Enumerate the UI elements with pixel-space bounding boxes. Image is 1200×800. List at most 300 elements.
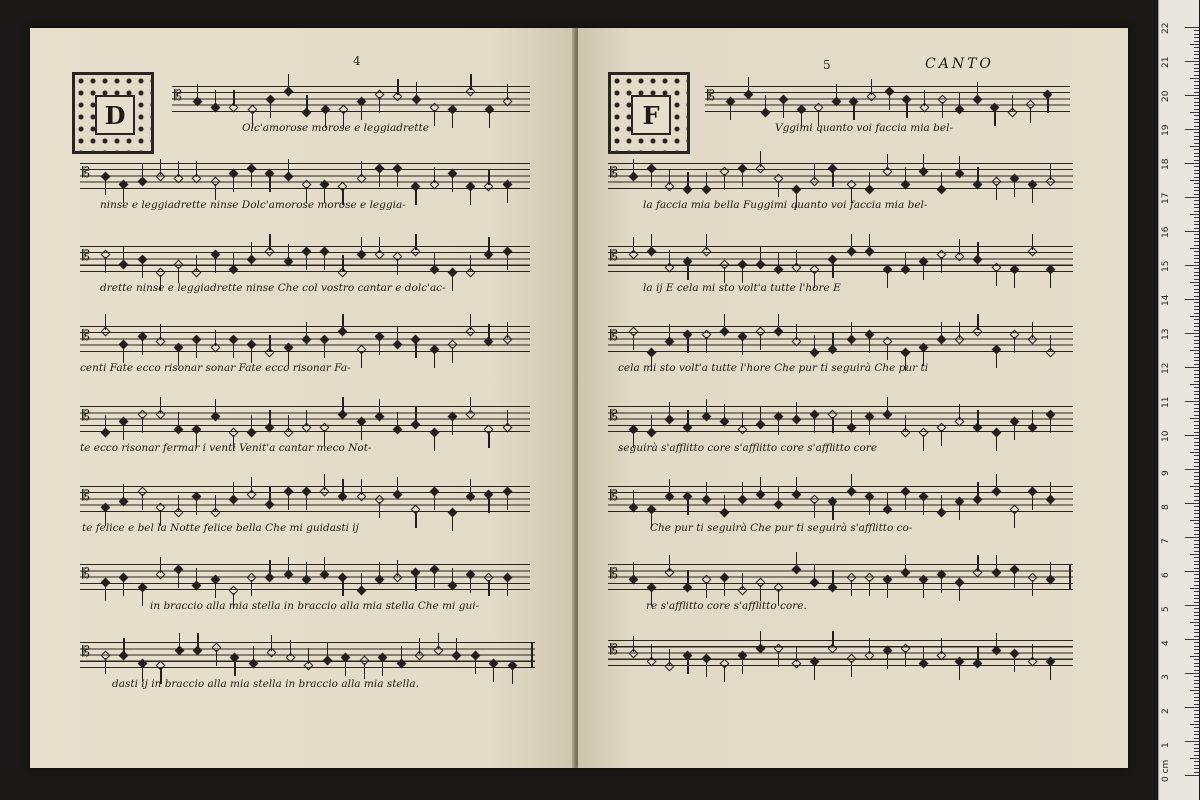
ruler-tick xyxy=(1194,47,1199,48)
ruler-tick xyxy=(1185,265,1199,266)
ruler-tick xyxy=(1194,330,1199,331)
note-stem xyxy=(178,267,179,283)
ruler-tick xyxy=(1194,632,1199,633)
ruler-tick xyxy=(1194,717,1199,718)
ruler-label: 0 cm xyxy=(1161,759,1171,782)
note-stem xyxy=(361,104,362,120)
note-stem xyxy=(1014,572,1015,588)
ruler-tick xyxy=(1194,459,1199,460)
ruler-tick xyxy=(1194,374,1199,375)
ruler-tick xyxy=(1194,483,1199,484)
note-stem xyxy=(724,267,725,283)
ruler-tick xyxy=(1194,568,1199,569)
ruler-tick xyxy=(1190,588,1199,589)
ruler-tick xyxy=(1194,313,1199,314)
ruler-tick xyxy=(1194,398,1199,399)
note-stem xyxy=(869,580,870,596)
note-stem xyxy=(869,234,870,250)
note-stem xyxy=(996,184,997,200)
ruler-tick xyxy=(1190,282,1199,283)
note-stem xyxy=(512,668,513,684)
note-stem xyxy=(814,335,815,351)
decorated-initial xyxy=(72,72,154,154)
ruler-tick xyxy=(1194,479,1199,480)
note-stem xyxy=(1032,187,1033,203)
ruler-tick xyxy=(1194,319,1199,320)
note-stem xyxy=(996,474,997,490)
ruler-tick xyxy=(1194,221,1199,222)
note-stem xyxy=(123,638,124,654)
note-stem xyxy=(633,562,634,578)
ruler-tick xyxy=(1194,404,1199,405)
ruler-label: 4 xyxy=(1161,640,1171,646)
ruler-tick xyxy=(1185,707,1199,708)
note-stem xyxy=(269,176,270,192)
ruler-tick xyxy=(1194,557,1199,558)
ruler-label: 11 xyxy=(1161,396,1171,408)
ruler-tick xyxy=(1194,527,1199,528)
ruler-tick xyxy=(1194,289,1199,290)
note-stem xyxy=(488,169,489,185)
ruler-tick xyxy=(1194,394,1199,395)
note-stem xyxy=(361,573,362,589)
ruler-tick xyxy=(1194,262,1199,263)
note-stem xyxy=(215,495,216,511)
note-stem xyxy=(215,582,216,598)
ruler-tick xyxy=(1185,367,1199,368)
note-stem xyxy=(996,555,997,571)
note-stem xyxy=(288,244,289,260)
ruler-tick xyxy=(1194,30,1199,31)
note-stem xyxy=(507,580,508,596)
ruler-label: 19 xyxy=(1161,124,1171,136)
ruler-tick xyxy=(1185,299,1199,300)
ruler-tick xyxy=(1194,425,1199,426)
ruler-tick xyxy=(1194,564,1199,565)
music-staff xyxy=(705,86,1070,112)
ruler-tick xyxy=(1194,177,1199,178)
note-stem xyxy=(415,342,416,358)
ruler-tick xyxy=(1194,391,1199,392)
ruler-tick xyxy=(1194,285,1199,286)
decorated-initial xyxy=(608,72,690,154)
note-stem xyxy=(105,585,106,601)
ruler-tick xyxy=(1194,81,1199,82)
note-stem xyxy=(778,419,779,435)
note-stem xyxy=(923,154,924,170)
ruler-tick xyxy=(1194,704,1199,705)
note-stem xyxy=(778,651,779,667)
ruler-tick xyxy=(1194,772,1199,773)
note-stem xyxy=(419,638,420,654)
note-stem xyxy=(836,84,837,100)
note-stem xyxy=(379,97,380,113)
note-stem xyxy=(438,633,439,649)
music-staff xyxy=(80,642,535,668)
note-stem xyxy=(290,640,291,656)
note-stem xyxy=(796,402,797,418)
note-stem xyxy=(233,90,234,106)
clef-icon: 𝄡 xyxy=(82,328,90,344)
ruler-tick xyxy=(1190,486,1199,487)
note-stem xyxy=(123,484,124,500)
lyric-line: te felice e bel la Notte felice bella Che mi guidasti ij xyxy=(82,522,359,534)
note-stem xyxy=(832,262,833,278)
note-stem xyxy=(415,234,416,250)
note-stem xyxy=(434,572,435,588)
ruler-tick xyxy=(1194,493,1199,494)
note-stem xyxy=(251,171,252,187)
ruler-tick xyxy=(1194,109,1199,110)
ruler-tick xyxy=(1194,428,1199,429)
note-stem xyxy=(361,237,362,253)
ruler-tick xyxy=(1194,581,1199,582)
note-stem xyxy=(906,102,907,118)
note-stem xyxy=(1014,424,1015,440)
ruler-tick xyxy=(1194,323,1199,324)
ruler-tick xyxy=(1194,85,1199,86)
note-stem xyxy=(959,664,960,680)
running-head: CANTO xyxy=(925,56,994,72)
ruler-tick xyxy=(1190,690,1199,691)
ruler-tick xyxy=(1194,731,1199,732)
note-stem xyxy=(1014,512,1015,528)
note-stem xyxy=(215,90,216,106)
note-stem xyxy=(379,171,380,187)
ruler-label: 2 xyxy=(1161,708,1171,714)
ruler-tick xyxy=(1185,741,1199,742)
note-stem xyxy=(251,477,252,493)
ruler-tick xyxy=(1194,309,1199,310)
ruler-tick xyxy=(1185,537,1199,538)
note-stem xyxy=(488,580,489,596)
note-stem xyxy=(905,415,906,431)
ruler-tick xyxy=(1190,384,1199,385)
note-stem xyxy=(1050,664,1051,680)
note-stem xyxy=(397,327,398,343)
ruler-tick xyxy=(1190,418,1199,419)
note-stem xyxy=(669,555,670,571)
ruler-tick xyxy=(1194,306,1199,307)
clef-icon: 𝄡 xyxy=(82,488,90,504)
lyric-line: la ij E cela mi sto volt'a tutte l'hore E xyxy=(643,282,841,294)
ruler-tick xyxy=(1194,241,1199,242)
note-stem xyxy=(923,499,924,515)
note-stem xyxy=(832,504,833,520)
ruler-tick xyxy=(1194,166,1199,167)
ruler-tick xyxy=(1194,727,1199,728)
ruler-tick xyxy=(1194,666,1199,667)
note-stem xyxy=(748,77,749,93)
music-staff xyxy=(80,326,530,352)
note-stem xyxy=(142,262,143,278)
ruler-tick xyxy=(1185,605,1199,606)
note-stem xyxy=(887,492,888,508)
music-staff xyxy=(80,406,530,432)
note-stem xyxy=(941,495,942,511)
note-stem xyxy=(196,568,197,584)
note-stem xyxy=(869,499,870,515)
note-stem xyxy=(507,84,508,100)
ruler-tick xyxy=(1185,673,1199,674)
music-staff xyxy=(80,486,530,512)
ruler-tick xyxy=(1194,432,1199,433)
ruler-label: 9 xyxy=(1161,470,1171,476)
ruler-tick xyxy=(1194,357,1199,358)
note-stem xyxy=(178,412,179,428)
ruler-tick xyxy=(1194,408,1199,409)
ruler-tick xyxy=(1194,466,1199,467)
ruler-tick xyxy=(1194,642,1199,643)
lyric-line: Olc'amorose morose e leggiadrette xyxy=(242,122,429,134)
note-stem xyxy=(142,339,143,355)
ruler-tick xyxy=(1190,622,1199,623)
note-stem xyxy=(760,334,761,350)
ruler-tick xyxy=(1194,595,1199,596)
ruler-tick xyxy=(1194,700,1199,701)
ruler-label: 7 xyxy=(1161,538,1171,544)
note-stem xyxy=(379,237,380,253)
note-stem xyxy=(271,635,272,651)
note-stem xyxy=(123,247,124,263)
note-stem xyxy=(269,335,270,351)
ruler-tick xyxy=(1194,302,1199,303)
note-stem xyxy=(977,167,978,183)
ruler-tick xyxy=(1194,234,1199,235)
ruler-tick xyxy=(1194,714,1199,715)
note-stem xyxy=(941,257,942,273)
ruler-tick xyxy=(1194,34,1199,35)
note-stem xyxy=(401,646,402,662)
note-stem xyxy=(905,494,906,510)
ruler-tick xyxy=(1194,102,1199,103)
music-staff xyxy=(172,86,530,112)
note-stem xyxy=(178,495,179,511)
music-staff xyxy=(80,246,530,272)
note-stem xyxy=(760,585,761,601)
music-staff xyxy=(80,564,530,590)
note-stem xyxy=(887,272,888,288)
note-stem xyxy=(160,397,161,413)
ruler-label: 10 xyxy=(1161,430,1171,442)
note-stem xyxy=(977,646,978,662)
music-staff xyxy=(608,486,1073,512)
ruler-tick xyxy=(1190,452,1199,453)
note-stem xyxy=(923,435,924,451)
note-stem xyxy=(760,247,761,263)
note-stem xyxy=(397,171,398,187)
note-stem xyxy=(959,404,960,420)
ruler-tick xyxy=(1194,455,1199,456)
ruler-tick xyxy=(1190,146,1199,147)
ruler-tick xyxy=(1194,693,1199,694)
initial-letter: F xyxy=(631,95,671,135)
note-stem xyxy=(324,474,325,490)
note-stem xyxy=(269,560,270,576)
music-staff xyxy=(608,564,1073,590)
note-stem xyxy=(123,347,124,363)
ruler-tick xyxy=(1194,119,1199,120)
note-stem xyxy=(724,666,725,682)
clef-icon: 𝄡 xyxy=(610,328,618,344)
note-stem xyxy=(633,334,634,350)
ruler-label: 16 xyxy=(1161,226,1171,238)
note-stem xyxy=(269,234,270,250)
lyric-line: cela mi sto volt'a tutte l'hore Che pur ti seguirà Che pur ti xyxy=(618,362,929,374)
note-stem xyxy=(1032,494,1033,510)
note-stem xyxy=(382,660,383,676)
note-stem xyxy=(489,112,490,128)
note-stem xyxy=(470,397,471,413)
note-stem xyxy=(742,482,743,498)
note-stem xyxy=(996,633,997,649)
note-stem xyxy=(669,402,670,418)
ruler-tick xyxy=(1194,687,1199,688)
note-stem xyxy=(269,410,270,426)
note-stem xyxy=(669,479,670,495)
note-stem xyxy=(142,590,143,606)
ruler-label: 1 xyxy=(1161,742,1171,748)
note-stem xyxy=(687,337,688,353)
note-stem xyxy=(179,633,180,649)
note-stem xyxy=(869,419,870,435)
note-stem xyxy=(342,397,343,413)
note-stem xyxy=(1050,482,1051,498)
note-stem xyxy=(814,417,815,433)
ruler-tick xyxy=(1194,683,1199,684)
ruler-tick xyxy=(1190,758,1199,759)
ruler-tick xyxy=(1194,619,1199,620)
note-stem xyxy=(1014,181,1015,197)
note-stem xyxy=(197,633,198,649)
note-stem xyxy=(869,172,870,188)
lyric-line: centi Fate ecco risonar sonar Fate ecco risonar Fa- xyxy=(80,362,351,374)
note-stem xyxy=(361,479,362,495)
note-stem xyxy=(470,479,471,495)
music-staff xyxy=(608,163,1073,189)
note-stem xyxy=(288,159,289,175)
note-stem xyxy=(324,342,325,358)
lyric-line: re s'afflitto core s'afflitto core. xyxy=(646,600,807,612)
ruler-tick xyxy=(1194,268,1199,269)
ruler-tick xyxy=(1194,676,1199,677)
note-stem xyxy=(379,339,380,355)
note-stem xyxy=(308,648,309,664)
note-stem xyxy=(470,74,471,90)
note-stem xyxy=(324,254,325,270)
ruler-tick xyxy=(1190,656,1199,657)
page-number: 5 xyxy=(823,58,831,72)
note-stem xyxy=(851,322,852,338)
note-stem xyxy=(941,172,942,188)
lyric-line: drette ninse e leggiadrette ninse Che col vostro cantar e dolc'ac- xyxy=(100,282,446,294)
note-stem xyxy=(851,234,852,250)
note-stem xyxy=(452,112,453,128)
note-stem xyxy=(706,399,707,415)
note-stem xyxy=(215,257,216,273)
note-stem xyxy=(215,184,216,200)
ruler-tick xyxy=(1194,649,1199,650)
ruler-tick xyxy=(1194,58,1199,59)
note-stem xyxy=(452,347,453,363)
note-stem xyxy=(923,582,924,598)
note-stem xyxy=(760,151,761,167)
ruler-tick xyxy=(1194,670,1199,671)
note-stem xyxy=(869,638,870,654)
ruler-tick xyxy=(1194,421,1199,422)
ruler-tick xyxy=(1194,547,1199,548)
ruler-tick xyxy=(1190,214,1199,215)
ruler-tick xyxy=(1194,544,1199,545)
ruler-tick xyxy=(1194,578,1199,579)
note-stem xyxy=(1014,656,1015,672)
ruler-tick xyxy=(1194,744,1199,745)
note-stem xyxy=(416,82,417,98)
note-stem xyxy=(452,275,453,291)
note-stem xyxy=(216,650,217,666)
ruler-tick xyxy=(1194,438,1199,439)
note-stem xyxy=(687,570,688,586)
note-stem xyxy=(651,234,652,250)
ruler-tick xyxy=(1194,75,1199,76)
note-stem xyxy=(142,417,143,433)
ruler-tick xyxy=(1194,765,1199,766)
note-stem xyxy=(306,254,307,270)
ruler-tick xyxy=(1194,251,1199,252)
note-stem xyxy=(1014,337,1015,353)
note-stem xyxy=(415,575,416,591)
note-stem xyxy=(434,252,435,268)
ruler-tick xyxy=(1194,489,1199,490)
ruler-tick xyxy=(1194,551,1199,552)
note-stem xyxy=(959,322,960,338)
ruler-tick xyxy=(1194,476,1199,477)
note-stem xyxy=(633,490,634,506)
note-stem xyxy=(269,487,270,503)
note-stem xyxy=(160,324,161,340)
clef-icon: 𝄡 xyxy=(82,248,90,264)
note-stem xyxy=(851,474,852,490)
note-stem xyxy=(687,172,688,188)
note-stem xyxy=(507,322,508,338)
ruler-tick xyxy=(1194,136,1199,137)
note-stem xyxy=(724,580,725,596)
note-stem xyxy=(379,399,380,415)
note-stem xyxy=(196,342,197,358)
ruler-tick xyxy=(1185,61,1199,62)
ruler-tick xyxy=(1194,748,1199,749)
note-stem xyxy=(942,102,943,118)
ruler-tick xyxy=(1194,659,1199,660)
clef-icon: 𝄡 xyxy=(174,88,182,104)
ruler-tick xyxy=(1194,173,1199,174)
note-stem xyxy=(706,482,707,498)
note-stem xyxy=(924,90,925,106)
note-stem xyxy=(796,324,797,340)
ruler-tick xyxy=(1194,612,1199,613)
ruler-tick xyxy=(1194,523,1199,524)
note-stem xyxy=(1050,272,1051,288)
note-stem xyxy=(1032,234,1033,250)
ruler-tick xyxy=(1194,51,1199,52)
note-stem xyxy=(345,660,346,676)
note-stem xyxy=(251,242,252,258)
ruler-tick xyxy=(1194,279,1199,280)
ruler-label: 8 xyxy=(1161,504,1171,510)
ruler-tick xyxy=(1185,571,1199,572)
note-stem xyxy=(977,314,978,330)
note-stem xyxy=(160,159,161,175)
